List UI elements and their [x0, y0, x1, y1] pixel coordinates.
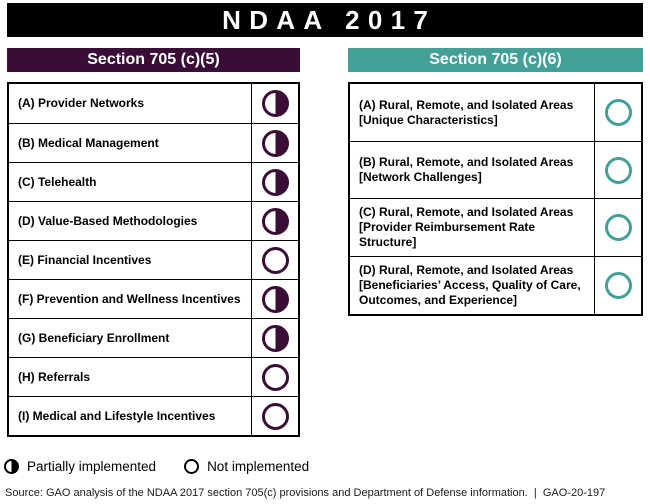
table-row-prevention-wellness-incentives [9, 279, 298, 318]
legend-item-partially-implemented [4, 459, 156, 474]
partially-implemented-icon [262, 208, 289, 235]
status-cell [251, 241, 298, 279]
provision-label: (I) Medical and Lifestyle Incentives [18, 408, 216, 423]
section-705c5-header-label: Section 705 (c)(5) [87, 51, 220, 68]
legend [4, 459, 309, 474]
table-row-value-based-methodologies [9, 201, 298, 240]
partially-implemented-icon [262, 90, 289, 117]
partially-implemented-icon [262, 325, 289, 352]
table-row-rural-beneficiaries-access [350, 256, 641, 314]
table-row-referrals [9, 357, 298, 396]
partially-implemented-icon [262, 286, 289, 313]
section-705c5-header [7, 48, 300, 72]
not-implemented-icon [605, 157, 632, 184]
table-row-rural-reimbursement-rate [350, 198, 641, 256]
section-705c6-table [348, 82, 643, 316]
provision-label: (D) Value-Based Methodologies [18, 213, 198, 228]
provision-label: (A) Provider Networks [18, 96, 145, 110]
table-row-financial-incentives [9, 240, 298, 279]
provision-label: (F) Prevention and Wellness Incentives [18, 291, 241, 306]
provision-label: (E) Financial Incentives [18, 252, 152, 267]
not-implemented-icon [605, 99, 632, 126]
source-citation: Source: GAO analysis of the NDAA 2017 section 705(c) provisions and Department of Defense information. | GAO-20-197 [5, 487, 606, 499]
status-cell [251, 319, 298, 357]
provision-label: (C) Rural, Remote, and Isolated Areas [Provider Reimbursement Rate Structure] [359, 205, 574, 249]
status-cell [594, 257, 641, 314]
table-row-medical-management [9, 123, 298, 162]
section-705c6-header [348, 48, 643, 72]
partially-implemented-icon [262, 130, 289, 157]
provision-label: (G) Beneficiary Enrollment [18, 330, 170, 345]
legend-label: Not implemented [207, 459, 310, 474]
legend-item-not-implemented [184, 459, 309, 474]
table-row-provider-networks [9, 84, 298, 123]
table-row-medical-lifestyle-incentives [9, 396, 298, 435]
provision-label: (B) Medical Management [18, 135, 159, 150]
legend-label: Partially implemented [27, 459, 157, 474]
not-implemented-icon [262, 403, 289, 430]
status-cell [251, 202, 298, 240]
table-row-telehealth [9, 162, 298, 201]
table-row-rural-unique-characteristics [350, 84, 641, 141]
status-cell [594, 84, 641, 141]
not-implemented-icon [605, 214, 632, 241]
section-705c5-table [7, 82, 300, 437]
section-705c6-header-label: Section 705 (c)(6) [429, 51, 562, 68]
provision-label: (C) Telehealth [18, 174, 97, 189]
status-cell [594, 142, 641, 198]
status-cell [251, 84, 298, 123]
table-row-rural-network-challenges [350, 141, 641, 198]
provision-label: (A) Rural, Remote, and Isolated Areas [Unique Characteristics] [359, 97, 574, 127]
figure-title: NDAA 2017 [222, 4, 437, 35]
not-implemented-icon [262, 364, 289, 391]
status-cell [251, 163, 298, 201]
section-705c6-column [348, 48, 643, 316]
provision-label: (H) Referrals [18, 369, 91, 384]
status-cell [594, 199, 641, 256]
partially-implemented-icon [262, 169, 289, 196]
status-cell [251, 280, 298, 318]
section-705c5-column [7, 48, 300, 437]
not-implemented-icon [262, 247, 289, 274]
provision-label: (D) Rural, Remote, and Isolated Areas [Beneficiaries’ Access, Quality of Care, Outcomes, and Experience] [359, 263, 581, 307]
provision-label: (B) Rural, Remote, and Isolated Areas [Network Challenges] [359, 155, 574, 184]
status-cell [251, 124, 298, 162]
figure-title-bar [7, 3, 643, 37]
partially-implemented-icon [4, 459, 19, 474]
table-row-beneficiary-enrollment [9, 318, 298, 357]
not-implemented-icon [605, 272, 632, 299]
not-implemented-icon [184, 459, 199, 474]
status-cell [251, 358, 298, 396]
status-cell [251, 397, 298, 435]
